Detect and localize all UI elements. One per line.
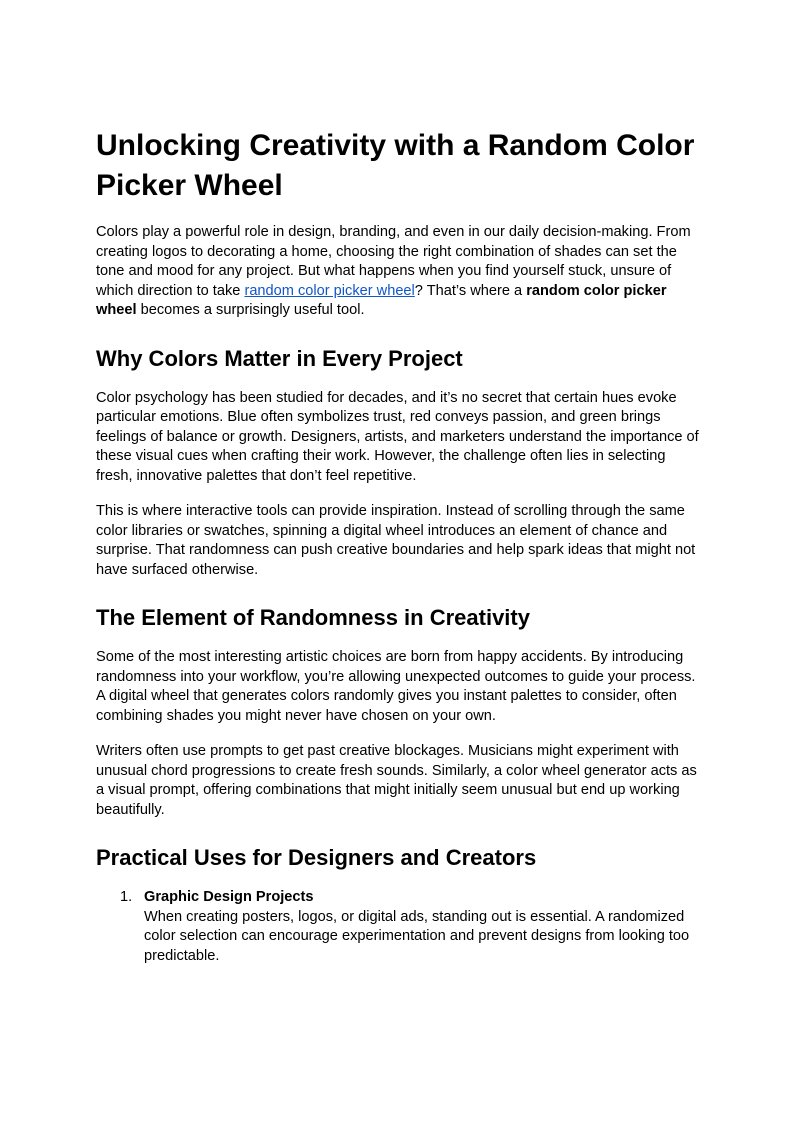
section-paragraph: Writers often use prompts to get past creative blockages. Musicians might experiment with unusual chord progressions to create fresh sounds. Similarly, a color wheel generator acts as a visual prompt, offering combinations that might initially seem unusual but end up working beautifully.: [96, 743, 697, 818]
section-heading-randomness: The Element of Randomness in Creativity: [96, 605, 530, 630]
list-item-number: 1.: [120, 889, 133, 905]
list-item-title: Graphic Design Projects: [144, 889, 314, 905]
intro-text-2: ? That’s where a: [414, 282, 527, 299]
section-paragraph: Color psychology has been studied for decades, and it’s no secret that certain hues evoke particular emotions. Blue often symbolizes trust, red conveys passion, and green brings feelings of balance or growth. Designers, artists, and marketers understand the importance of these visual cues when crafting their work. However, the challenge often lies in selecting fresh, innovative palettes that don’t feel repetitive.: [96, 389, 699, 484]
intro-text-1: Colors play a powerful role in design, branding, and even in our daily decision-making. From creating logos to decorating a home, choosing the right combination of shades can set the tone and mood for any project. But what happens when you find yourself stuck, unsure of which direction to take: [96, 224, 691, 299]
random-color-picker-wheel-link[interactable]: random color picker wheel: [244, 282, 415, 299]
section-paragraph: Some of the most interesting artistic choices are born from happy accidents. By introducing randomness into your workflow, you’re allowing unexpected outcomes to guide your process. A digital wheel that generates colors randomly gives you instant palettes to consider, often combining shades you might never have chosen on your own.: [96, 649, 696, 724]
intro-paragraph: [96, 223, 701, 321]
section-heading-why-colors: Why Colors Matter in Every Project: [96, 345, 463, 371]
intro-text-3: becomes a surprisingly useful tool.: [136, 302, 365, 318]
section-paragraph: This is where interactive tools can provide inspiration. Instead of scrolling through the same color libraries or swatches, spinning a digital wheel introduces an element of chance and surprise. That randomness can push creative boundaries and help spark ideas that might not have surfaced otherwise.: [96, 503, 696, 578]
list-item: [96, 888, 701, 966]
section-heading-practical-uses: Practical Uses for Designers and Creators: [96, 845, 537, 870]
page-title: Unlocking Creativity with a Random Color Picker Wheel: [96, 129, 695, 202]
list-item-body: When creating posters, logos, or digital ads, standing out is essential. A randomized color selection can encourage experimentation and prevent designs from looking too predictable.: [144, 908, 690, 964]
intro-bold-term: random color picker wheel: [96, 282, 667, 318]
document-page: [96, 126, 701, 966]
uses-list: [96, 888, 701, 966]
